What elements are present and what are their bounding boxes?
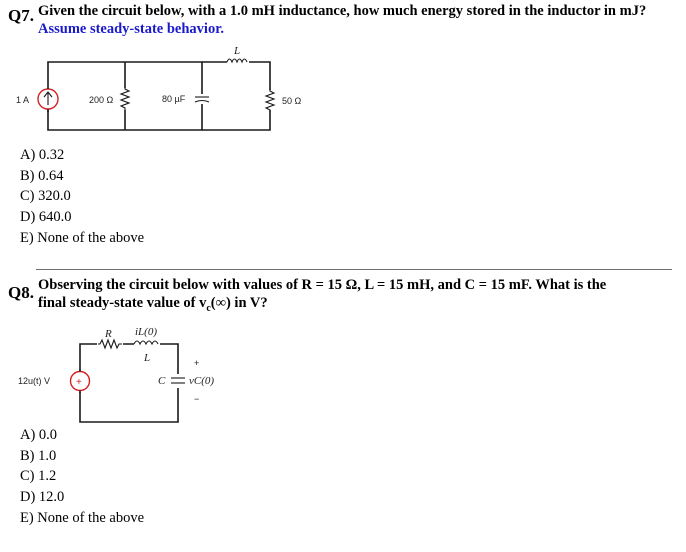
q7-question-main: Given the circuit below, with a 1.0 mH inductance, how much energy stored in the inductor in mJ? xyxy=(38,3,647,19)
q7-choice-b: B) 0.64 xyxy=(20,167,64,184)
q8-inductor-label: L xyxy=(144,352,151,364)
question-divider xyxy=(36,269,672,270)
q8-cap-plus: + xyxy=(194,358,200,368)
q7-choice-d: D) 640.0 xyxy=(20,209,72,226)
q7-wire-right xyxy=(202,62,270,130)
q8-resistor-label: R xyxy=(105,328,112,340)
q8-cap-minus: − xyxy=(194,394,200,404)
q8-question-line2-end: (∞) in V? xyxy=(210,295,268,311)
q7-choice-e: E) None of the above xyxy=(20,229,145,246)
q7-question-note: Assume steady-state behavior. xyxy=(38,21,224,37)
q8-choice-d: D) 12.0 xyxy=(20,489,65,506)
q7-choices xyxy=(20,145,144,249)
q8-question-line2 xyxy=(38,294,678,318)
q7-capacitor-label: 80 µF xyxy=(162,94,186,104)
q7-resistor-50-label: 50 Ω xyxy=(282,96,302,106)
q8-choice-c: C) 1.2 xyxy=(20,468,57,485)
q7-inductor-label: L xyxy=(234,45,241,57)
q7-choice-a: A) 0.32 xyxy=(20,147,65,163)
q8-source-plus: + xyxy=(76,377,82,388)
q8-choice-b: B) 1.0 xyxy=(20,447,57,464)
q7-choice-c: C) 320.0 xyxy=(20,188,71,205)
q8-inductor-current-label: iL(0) xyxy=(135,326,157,338)
q7-resistor-200-label: 200 Ω xyxy=(89,95,114,105)
q8-choice-e: E) None of the above xyxy=(20,509,145,526)
q7-source-label: 1 A xyxy=(16,95,30,105)
q8-question-line1: Observing the circuit below with values of R = 15 Ω, L = 15 mH, and C = 15 mF. What is the xyxy=(38,277,607,293)
q7-number: Q7. xyxy=(8,6,34,25)
q8-question-line2-start: final steady-state value of v xyxy=(38,295,207,311)
q8-question-line2-sub: c xyxy=(206,302,211,314)
q8-capacitor-label: C xyxy=(158,375,166,387)
q8-choices xyxy=(20,425,144,529)
q8-source-label: 12u(t) V xyxy=(18,376,51,386)
q8-choice-a: A) 0.0 xyxy=(20,427,58,443)
q8-cap-voltage-label: vC(0) xyxy=(189,375,215,387)
q8-number: Q8. xyxy=(8,283,34,302)
q8-question-text xyxy=(38,276,678,318)
